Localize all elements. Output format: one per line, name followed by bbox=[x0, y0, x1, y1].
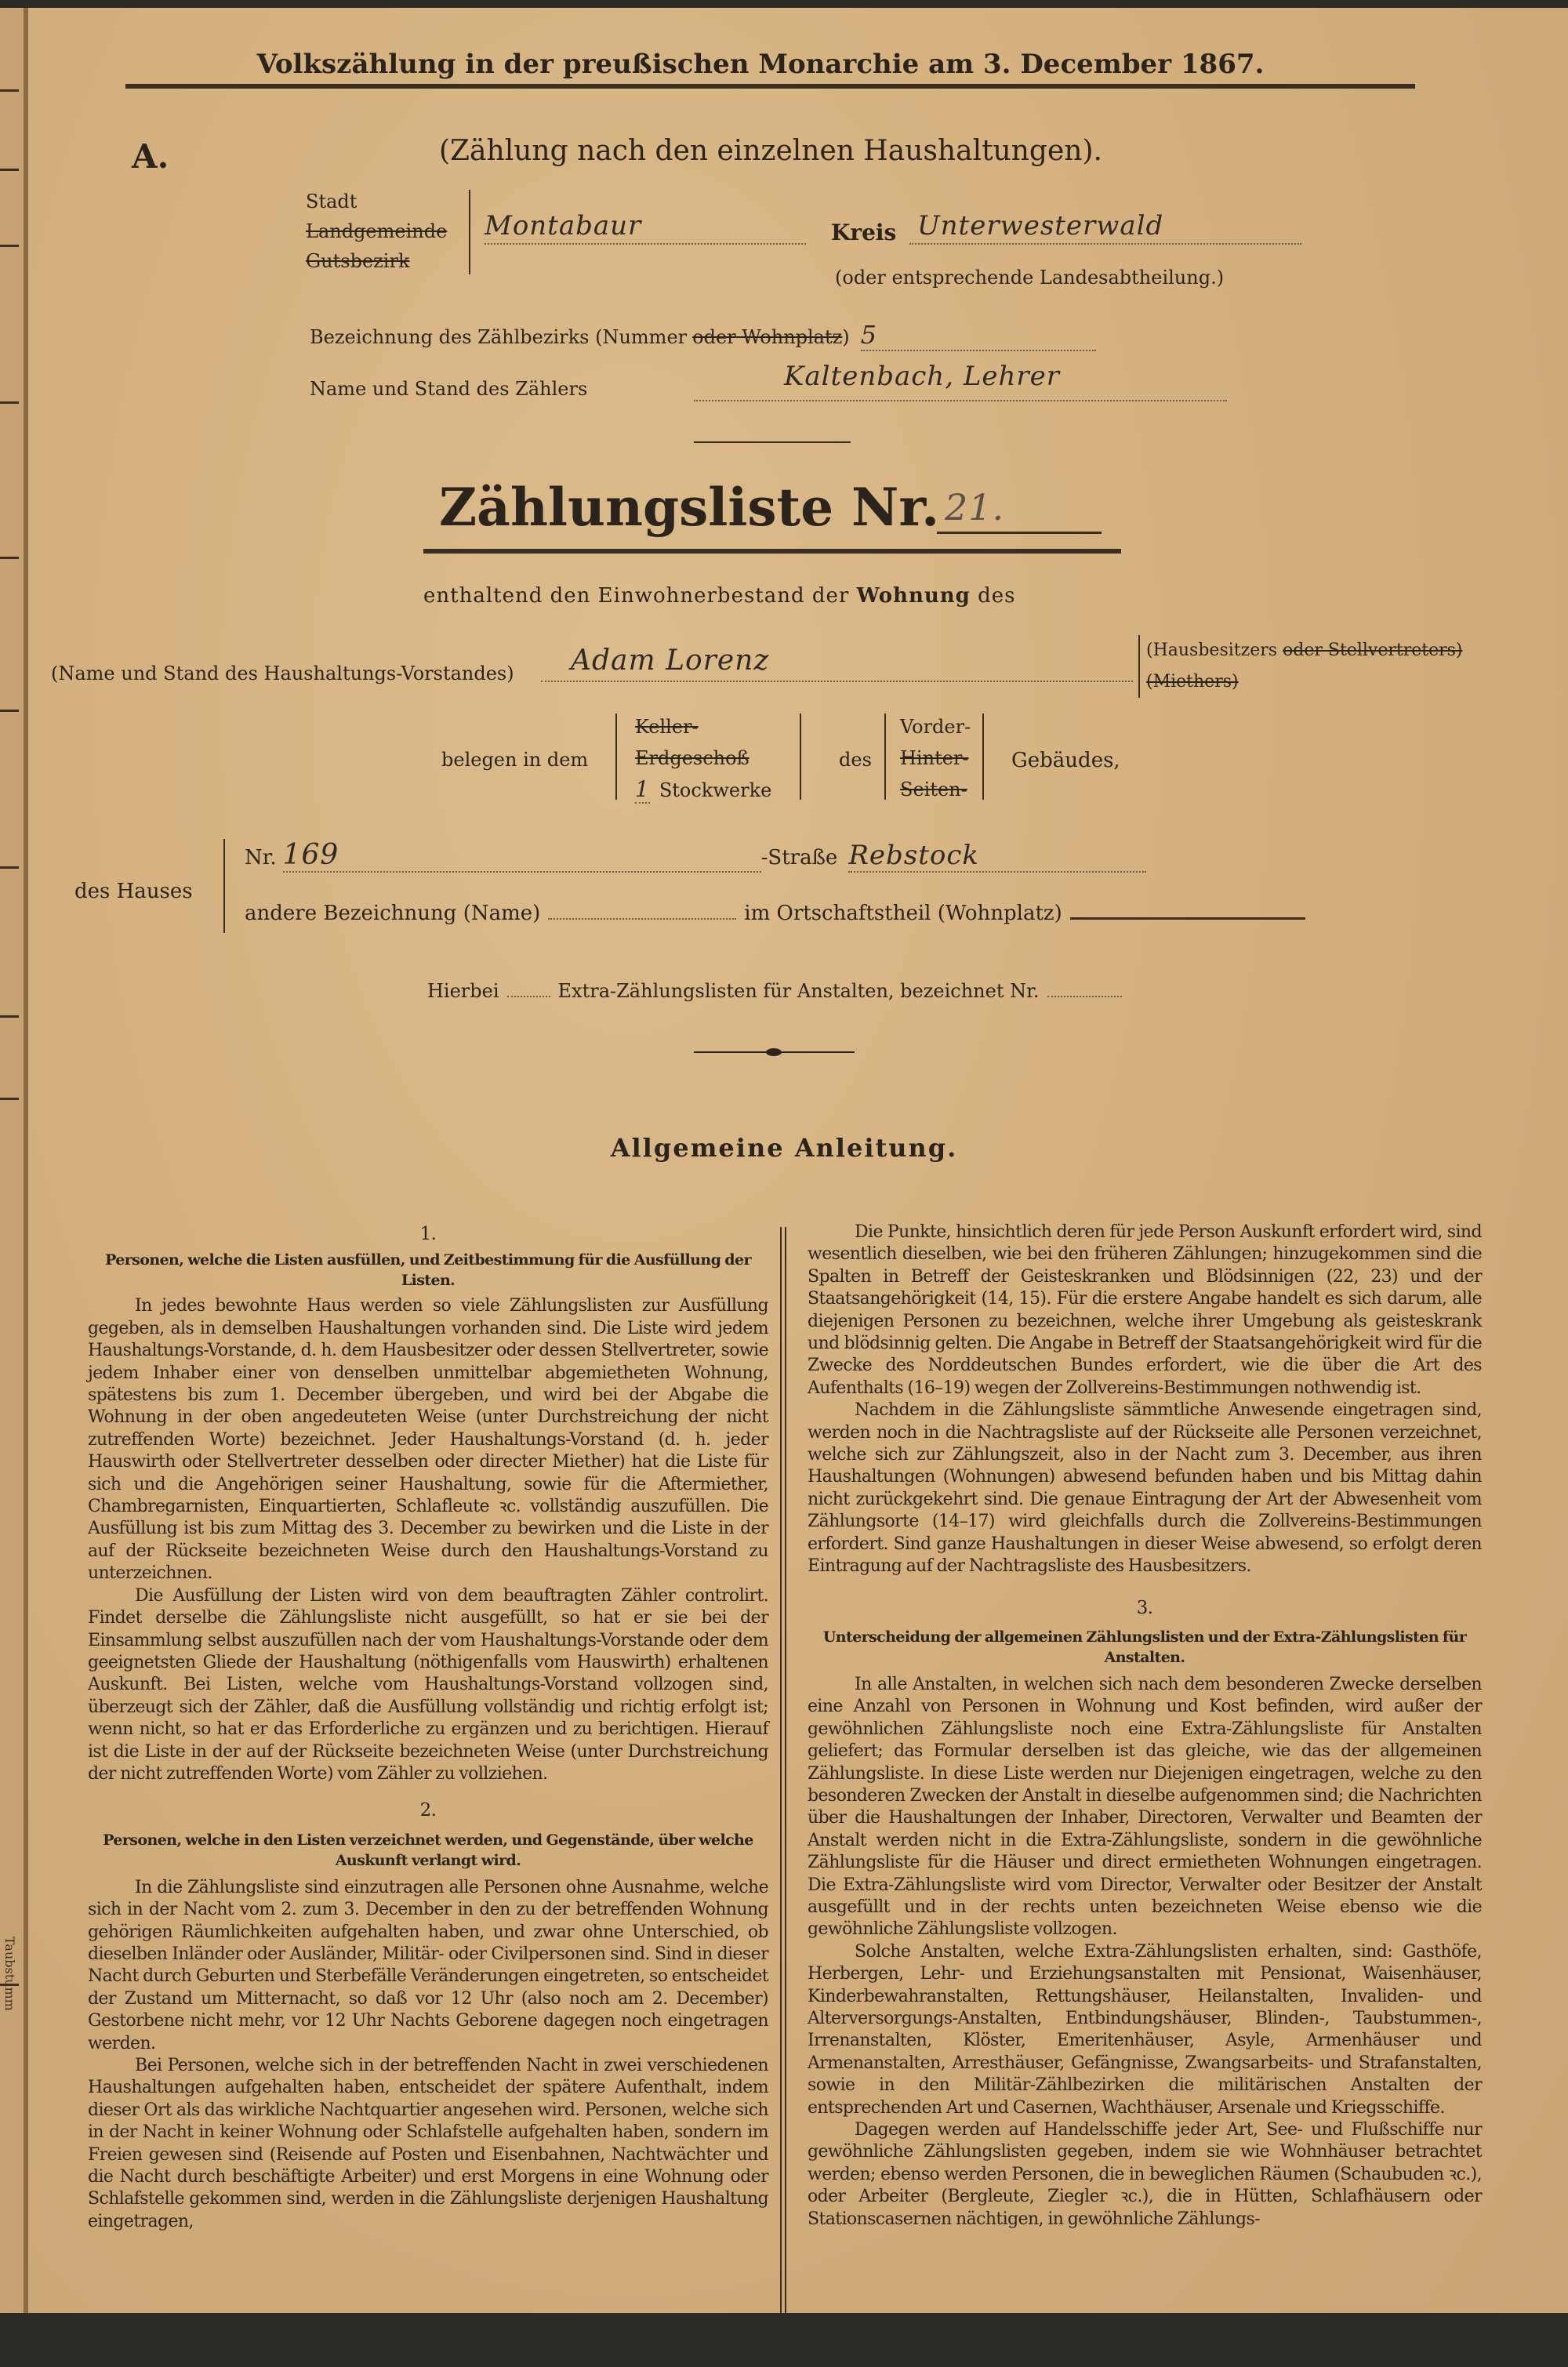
municipality-type-options bbox=[306, 187, 447, 276]
margin-tick bbox=[0, 557, 19, 559]
floor-stockwerke: Stockwerke bbox=[659, 779, 772, 801]
district-value[interactable]: 5 bbox=[861, 320, 1096, 351]
district-label-row bbox=[310, 320, 1096, 351]
role-brace bbox=[1138, 635, 1140, 698]
list-title: Zählungsliste Nr. bbox=[439, 477, 940, 538]
binding-margin bbox=[0, 8, 28, 2313]
margin-tick bbox=[0, 866, 19, 869]
kreis-note: (oder entsprechende Landesabtheilung.) bbox=[835, 267, 1225, 289]
instructions-left-column bbox=[88, 1223, 768, 2233]
house-nr-row bbox=[245, 839, 1146, 873]
head-field-line bbox=[541, 681, 1133, 682]
option-stadt: Stadt bbox=[306, 191, 358, 212]
role-stellvertreter: oder Stellvertreters) bbox=[1283, 641, 1463, 660]
building-brace-left bbox=[884, 713, 886, 800]
street-label: -Straße bbox=[760, 846, 838, 869]
extra-text: Extra-Zählungslisten für Anstalten, bezeichnet Nr. bbox=[557, 980, 1040, 1002]
ornament-divider bbox=[694, 1047, 855, 1057]
counter-label: Name und Stand des Zählers bbox=[310, 378, 588, 400]
form-title: Volkszählung in der preußischen Monarchie am 3. December 1867. bbox=[256, 49, 1265, 80]
floor-value[interactable]: 1 bbox=[635, 776, 650, 802]
instructions-heading: Allgemeine Anleitung. bbox=[610, 1133, 958, 1163]
building-hinter: Hinter- bbox=[900, 747, 969, 769]
short-divider bbox=[694, 441, 851, 443]
role-mieter: (Miethers) bbox=[1146, 672, 1239, 692]
margin-tick bbox=[0, 1015, 19, 1018]
street-value[interactable]: Rebstock bbox=[848, 840, 1146, 873]
margin-tick bbox=[0, 245, 19, 247]
house-other-row bbox=[245, 902, 1313, 925]
margin-tick bbox=[0, 710, 19, 712]
ortschaftstheil-label: im Ortschaftstheil (Wohnplatz) bbox=[744, 902, 1062, 925]
des-label: des bbox=[839, 749, 872, 771]
residence-intro-row bbox=[423, 584, 1015, 608]
building-seiten: Seiten- bbox=[900, 779, 967, 800]
kreis-label: Kreis bbox=[831, 220, 897, 245]
extra-row bbox=[427, 980, 1130, 1002]
section-3-paragraph-1: In alle Anstalten, in welchen sich nach dem besonderen Zwecke derselben eine Anzahl von Personen in Wohnung und Kost befinden, wird außer der gewöhnlichen Zählungsliste noch eine Extra-Zählungsliste für Anstalten geliefert; das Formular derselben ist das gleiche, wie das der allgemeinen Zählungsliste. In diese Liste werden nur Diejenigen eingetragen, welche zu den besonderen Zwecken der Anstalt in dieselbe aufgenommen sind; die Nachrichten über die Haushaltungen der Inhaber, Directoren, Verwalter und Beamten der Anstalt werden nicht in die Extra-Zählungsliste, sondern in die gewöhnliche Zählungsliste für die Häuser und direct ermietheten Wohnungen eingetragen. Die Extra-Zählungsliste wird vom Director, Verwalter oder Besitzer der Anstalt ausgefüllt und in der rechts unten bezeichneten Weise ebenso wie die gewöhnliche Zählungsliste vollzogen. bbox=[808, 1674, 1482, 1940]
floor-prefix: belegen in dem bbox=[441, 749, 589, 771]
extra-count-line[interactable] bbox=[507, 996, 550, 997]
house-nr-value[interactable]: 169 bbox=[283, 839, 761, 873]
floor-brace-right bbox=[800, 713, 801, 800]
option-gutsbezirk: Gutsbezirk bbox=[306, 250, 410, 272]
list-title-underline bbox=[423, 549, 1121, 554]
section-3-title: Unterscheidung der allgemeinen Zählungslisten und der Extra-Zählungslisten für Anstalten. bbox=[822, 1628, 1467, 1666]
section-2-cont-paragraph-1: Die Punkte, hinsichtlich deren für jede Person Auskunft erfordert wird, sind wesentlich dieselben, wie bei den früheren Zählungen; hinzugekommen sind die Spalten in Betreff der Geisteskranken und Blödsinnigen (22, 23) und der Staatsangehörigkeit (14, 15). Für die erstere Angabe handelt es sich darum, alle diejenigen Personen zu bezeichnen, welche ihrer Umgebung als geisteskrank und blödsinnig gelten. Die Angabe in Betreff der Staatsangehörigkeit wird für die Zwecke des Norddeutschen Bundes erfordert, wie die über die Art des Aufenthalts (16–19) wegen der Zollvereins-Bestimmungen nothwendig ist. bbox=[808, 1222, 1482, 1398]
counter-field-line bbox=[694, 400, 1227, 401]
section-2-number: 2. bbox=[419, 1800, 437, 1821]
margin-tick bbox=[0, 401, 19, 404]
margin-tick bbox=[0, 169, 19, 171]
column-divider bbox=[780, 1227, 786, 2313]
section-2-cont-paragraph-2: Nachdem in die Zählungsliste sämmtliche Anwesende eingetragen sind, werden noch in die Nachtragsliste auf der Rückseite alle Personen verzeichnet, welche sich zur Zählungszeit, also in der Nacht zum 3. December, aus ihren Haushaltungen (Wohnungen) abwesend befunden haben und bis Mittag dahin nicht zurückgekehrt sind. Die genaue Eintragung der Art der Abwesenheit vom Zählungsorte (14–17) wird gleichfalls durch die Zollvereins-Bestimmungen erfordert. Sind ganze Haushaltungen in dieser Weise abwesend, so erfolgt deren Eintragung auf der Nachtragsliste des Hausbesitzers. bbox=[808, 1400, 1482, 1577]
section-3-paragraph-3: Dagegen werden auf Handelsschiffe jeder Art, See- und Flußschiffe nur gewöhnliche Zählungslisten gegeben, indem sie wie Wohnhäuser betrachtet werden; ebenso werden Personen, die in beweglichen Räumen (Schaubuden ꝛc.), oder Arbeiter (Bergleute, Ziegler ꝛc.), die in Hütten, Schlafhäusern oder Stationscasernen nächtigen, in gewöhnliche Zählungs- bbox=[808, 2120, 1482, 2229]
residence-intro: enthaltend den Einwohnerbestand der bbox=[423, 584, 850, 608]
section-2-paragraph-2: Bei Personen, welche sich in der betreffenden Nacht in zwei verschiedenen Haushaltungen aufgehalten haben, entscheidet der spätere Aufenthalt, indem dieser Ort als das wirkliche Nachtquartier angesehen wird. Personen, welche sich in der Nacht in keiner Wohnung oder Schlafstelle aufgehalten haben, sondern im Freien gewesen sind (Reisende auf Posten und Eisenbahnen, Nachtwächter und die Nacht durch beschäftigte Arbeiter) und erst Morgens in eine Wohnung oder Schlafstelle gekommen sind, werden in die Zählungsliste derjenigen Haushaltung eingetragen, bbox=[88, 2056, 768, 2231]
other-name-label: andere Bezeichnung (Name) bbox=[245, 902, 541, 925]
margin-tick bbox=[0, 89, 19, 92]
section-2-title: Personen, welche in den Listen verzeichnet werden, und Gegenstände, über welche Auskunft verlangt wird. bbox=[103, 1831, 753, 1869]
form-subtitle: (Zählung nach den einzelnen Haushaltungen). bbox=[439, 135, 1102, 167]
district-label-struck: oder Wohnplatz bbox=[692, 326, 843, 348]
list-number-line bbox=[937, 532, 1102, 534]
section-1-title: Personen, welche die Listen ausfüllen, und Zeitbestimmung für die Ausfüllung der Listen. bbox=[105, 1251, 751, 1290]
head-label: (Name und Stand des Haushaltungs-Vorstandes) bbox=[51, 663, 514, 684]
floor-erdgeschoss: Erdgeschoß bbox=[635, 747, 750, 769]
floor-brace-left bbox=[615, 713, 617, 800]
other-name-line[interactable] bbox=[548, 918, 736, 920]
house-brace bbox=[223, 839, 225, 933]
section-1-paragraph-1: In jedes bewohnte Haus werden so viele Zählungslisten zur Ausfüllung gegeben, als in demselben Haushaltungen vorhanden sind. Die Liste wird jedem Haushaltungs-Vorstande, d. h. dem Hausbesitzer oder dessen Stellvertreter, sowie jedem Inhaber einer von denselben unmittelbar abgemietheten Wohnung, spätestens bis zum 1. December übergeben, und wird bei der Abgabe die Wohnung in der oben angedeuteten Weise (unter Durchstreichung der nicht zutreffenden Worte) bezeichnet. Jeder Haushaltungs-Vorstand (d. h. jeder Hauswirth oder Stellvertreter desselben oder directer Miether) hat die Liste für sich und die Angehörigen seiner Haushaltung, sowie für die Aftermiether, Chambregarnisten, Einquartierten, Schlafleute ꝛc. vollständig auszufüllen. Die Ausfüllung ist bis zum Mittag des 3. December zu bewirken und die Liste in der auf der Rückseite bezeichneten Weise durch den Haushaltungs-Vorstand zu unterzeichnen. bbox=[88, 1296, 768, 1584]
head-value[interactable]: Adam Lorenz bbox=[571, 644, 770, 677]
role-hausbesitzer: (Hausbesitzers bbox=[1146, 641, 1278, 660]
section-3-number: 3. bbox=[1136, 1597, 1153, 1618]
floor-options bbox=[635, 711, 771, 806]
section-3-paragraph-2: Solche Anstalten, welche Extra-Zählungslisten erhalten, sind: Gasthöfe, Herbergen, Lehr- und Erziehungsanstalten mit Pensionat, Waisenhäuser, Kinderbewahranstalten, Rettungshäuser, Heilanstalten, Invaliden- und Alterversorgungs-Anstalten, Entbindungshäuser, Blinden-, Taubstummen-, Irrenanstalten, Klöster, Emeritenhäuser, Asyle, Armenhäuser und Armenanstalten, Arresthäuser, Gefängnisse, Zwangsarbeits- und Strafanstalten, sowie in den Militär-Zählbezirken die militärischen Anstalten der entsprechenden Art und Casernen, Wachthäuser, Arsenale und Kriegsschiffe. bbox=[808, 1941, 1482, 2118]
floor-keller: Keller- bbox=[635, 716, 699, 738]
section-letter: A. bbox=[132, 137, 169, 176]
title-underline bbox=[125, 84, 1415, 89]
brace bbox=[469, 190, 470, 274]
residence-intro-end: des bbox=[978, 584, 1016, 608]
option-landgemeinde: Landgemeinde bbox=[306, 220, 448, 242]
house-label: des Hauses bbox=[74, 880, 193, 903]
place-value[interactable]: Montabaur bbox=[485, 210, 642, 241]
section-1-paragraph-2: Die Ausfüllung der Listen wird von dem beauftragten Zähler controlirt. Findet derselbe die Zählungsliste nicht ausgefüllt, so hat er sie bei der Einsammlung selbst auszufüllen nach der vom Haushaltungs-Vorstande oder dem geeignetsten Gliede der Haushaltung (nöthigenfalls vom Hauswirth) erhaltenen Auskunft. Bei Listen, welche vom Haushaltungs-Vorstand vollzogen sind, überzeugt sich der Zähler, daß die Ausfüllung vollständig und richtig erfolgt ist; wenn nicht, so hat er das Erforderliche zu ergänzen und zu berichtigen. Hierauf ist die Liste in der auf der Rückseite bezeichneten Weise (unter Durchstreichung der nicht zutreffenden Worte) vom Zähler zu vollziehen. bbox=[88, 1585, 768, 1784]
district-label-end: ) bbox=[842, 326, 850, 348]
list-number[interactable]: 21. bbox=[945, 486, 1005, 528]
margin-tick bbox=[0, 1098, 19, 1100]
role-options bbox=[1146, 635, 1462, 698]
kreis-field-line bbox=[909, 243, 1301, 245]
ortschaftstheil-line[interactable] bbox=[1070, 917, 1305, 920]
extra-number-line[interactable] bbox=[1047, 996, 1122, 997]
building-suffix: Gebäudes, bbox=[1011, 749, 1120, 772]
instructions-right-column bbox=[808, 1222, 1482, 2231]
place-field-line bbox=[485, 243, 806, 245]
residence-intro-bold: Wohnung bbox=[856, 584, 971, 608]
section-1-number: 1. bbox=[419, 1224, 437, 1244]
counter-value[interactable]: Kaltenbach, Lehrer bbox=[784, 361, 1061, 392]
kreis-value[interactable]: Unterwesterwald bbox=[917, 210, 1164, 241]
house-nr-label: Nr. bbox=[245, 846, 277, 869]
building-vorder: Vorder- bbox=[900, 716, 971, 738]
margin-fragment-text: Taubstumm bbox=[2, 1937, 17, 2011]
section-2-paragraph-1: In die Zählungsliste sind einzutragen alle Personen ohne Ausnahme, welche sich in der Nacht vom 2. zum 3. December in den zu der betreffenden Wohnung gehörigen Räumlichkeiten aufgehalten haben, und zwar ohne Unterschied, ob dieselben Inländer oder Ausländer, Militär- oder Civilpersonen sind. Sind in dieser Nacht durch Geburten und Sterbefälle Veränderungen eingetreten, so entscheidet der Zustand um Mitternacht, so daß vor 12 Uhr (also noch am 2. December) Gestorbene nicht mehr, vor 12 Uhr Nachts Geborene dagegen noch eingetragen werden. bbox=[88, 1877, 768, 2053]
building-options bbox=[900, 711, 971, 805]
extra-prefix: Hierbei bbox=[427, 980, 499, 1002]
district-label: Bezeichnung des Zählbezirks (Nummer bbox=[310, 326, 688, 348]
building-brace-right bbox=[982, 713, 984, 800]
census-form-page bbox=[0, 8, 1568, 2313]
